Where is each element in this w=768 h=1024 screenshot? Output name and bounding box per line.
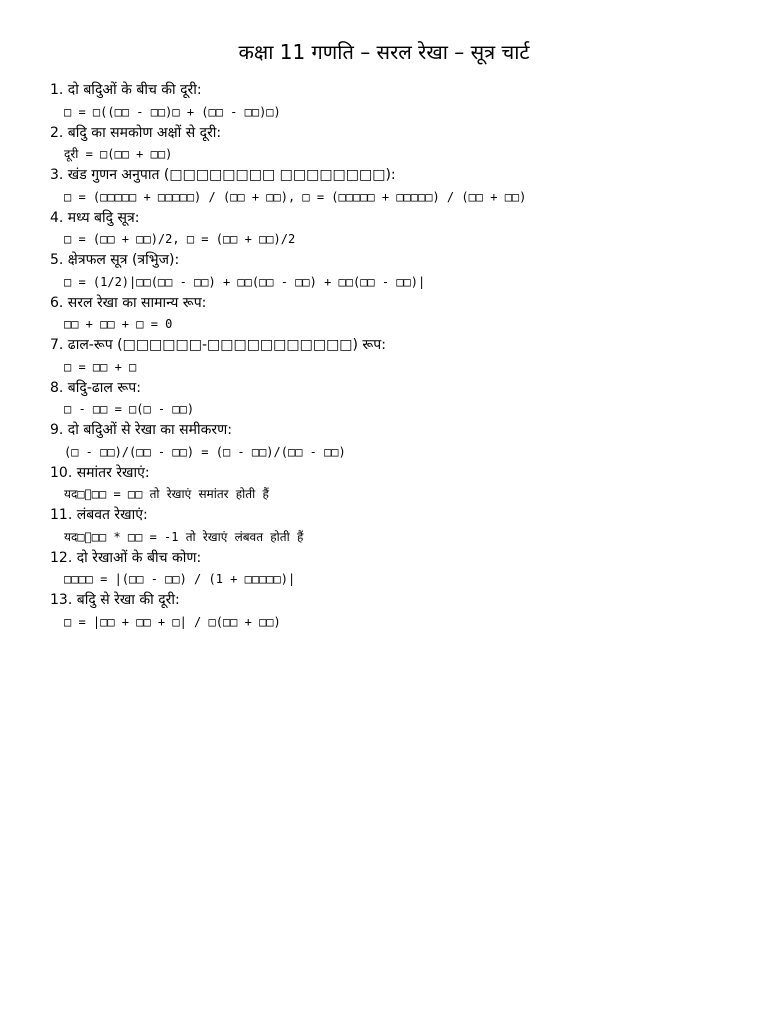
- formula-expression: दूरी = □(□□ + □□): [64, 147, 173, 161]
- formula-item: [50, 293, 750, 336]
- formula-expression: □ - □□ = □(□ - □□): [64, 402, 195, 416]
- formula-item: [50, 208, 750, 251]
- formula-item: [50, 590, 750, 633]
- formula-heading: 3. खंड गुणन अनुपात (□□□□□□□□ □□□□□□□□):: [50, 167, 396, 183]
- formula-item: [50, 420, 750, 463]
- formula-expression: □□ + □□ + □ = 0: [64, 317, 173, 331]
- formula-list: [50, 80, 750, 633]
- formula-heading: 11. लंबवत रेखाएं:: [50, 507, 148, 523]
- formula-item: [50, 548, 750, 591]
- formula-expression: □ = (1/2)|□□(□□ - □□) + □□(□□ - □□) + □□(□□ - □□)|: [64, 274, 426, 289]
- formula-heading: 1. दो बदिुओं के बीच की दूरी:: [50, 82, 202, 98]
- formula-heading: 8. बदिु-ढाल रूप:: [50, 379, 141, 396]
- formula-item: [50, 378, 750, 421]
- formula-expression: □ = (□□□□□ + □□□□□) / (□□ + □□), □ = (□□□□□ + □□□□□) / (□□ + □□): [64, 189, 527, 204]
- formula-item: [50, 335, 750, 378]
- formula-expression: □□□□ = |(□□ - □□) / (1 + □□□□□)|: [64, 572, 296, 586]
- formula-heading: 6. सरल रेखा का सामान्य रूप:: [50, 294, 207, 311]
- formula-item: [50, 505, 750, 548]
- formula-heading: 5. क्षेत्रफल सूत्र (त्रभिुज):: [50, 252, 180, 268]
- formula-expression: यद□ि□□ * □□ = -1 तो रेखाएं लंबवत होती हैं: [64, 529, 304, 544]
- formula-heading: 4. मध्य बदिु सूत्र:: [50, 209, 140, 226]
- formula-item: [50, 165, 750, 208]
- formula-expression: □ = (□□ + □□)/2, □ = (□□ + □□)/2: [64, 232, 296, 246]
- formula-item: [50, 123, 750, 166]
- formula-heading: 2. बदिु का समकोण अक्षों से दूरी:: [50, 124, 222, 141]
- formula-expression: (□ - □□)/(□□ - □□) = (□ - □□)/(□□ - □□): [64, 444, 346, 459]
- page-title: कक्षा 11 गणति – सरल रेखा – सूत्र चार्ट: [238, 40, 530, 64]
- formula-heading: 9. दो बदिुओं से रेखा का समीकरण:: [50, 422, 232, 438]
- formula-expression: □ = □□ + □: [64, 359, 137, 374]
- formula-expression: □ = □((□□ - □□)□ + (□□ - □□)□): [64, 104, 281, 119]
- formula-heading: 7. ढाल-रूप (□□□□□□-□□□□□□□□□□□) रूप:: [50, 337, 386, 353]
- formula-item: [50, 250, 750, 293]
- formula-heading: 13. बदिु से रेखा की दूरी:: [50, 592, 180, 608]
- formula-item: [50, 80, 750, 123]
- formula-heading: 12. दो रेखाओं के बीच कोण:: [50, 549, 202, 566]
- formula-heading: 10. समांतर रेखाएं:: [50, 464, 150, 481]
- formula-item: [50, 463, 750, 506]
- formula-expression: □ = |□□ + □□ + □| / □(□□ + □□): [64, 614, 281, 629]
- formula-expression: यद□ि□□ = □□ तो रेखाएं समांतर होती हैं: [64, 487, 269, 501]
